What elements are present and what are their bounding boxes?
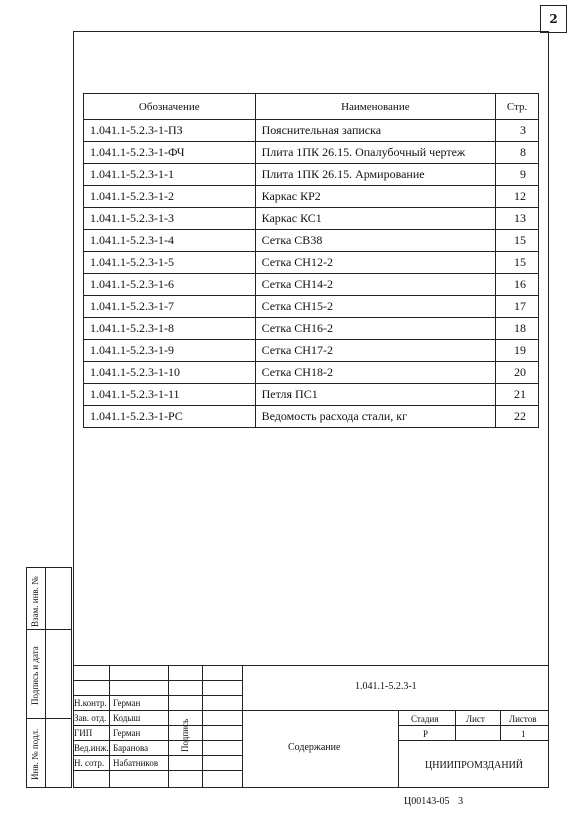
table-row	[84, 208, 539, 230]
role-label: Вед.инж.	[74, 743, 109, 753]
archive-code-value: Ц00143-05	[404, 796, 450, 807]
row-name: Сетка СН16-2	[255, 318, 495, 340]
sheets-value: 1	[521, 729, 526, 739]
row-code: 1.041.1-5.2.3-1-3	[84, 208, 256, 230]
row-page: 19	[496, 340, 539, 362]
row-name: Сетка СВ38	[255, 230, 495, 252]
header-page: Стр.	[496, 94, 539, 120]
row-page: 16	[496, 274, 539, 296]
row-name: Каркас КС1	[255, 208, 495, 230]
tb-vline	[455, 710, 456, 740]
row-page: 12	[496, 186, 539, 208]
sheet-title: Содержание	[288, 742, 341, 753]
contents-table	[83, 93, 539, 428]
tb-line	[73, 770, 242, 771]
row-name: Сетка СН12-2	[255, 252, 495, 274]
tb-vline	[109, 665, 110, 788]
row-page: 8	[496, 142, 539, 164]
role-label: ГИП	[74, 728, 93, 738]
row-page: 17	[496, 296, 539, 318]
inv-replace-label: Взам. инв. №	[30, 576, 40, 627]
row-code: 1.041.1-5.2.3-1-ПЗ	[84, 120, 256, 142]
row-code: 1.041.1-5.2.3-1-6	[84, 274, 256, 296]
inv-original-label: Инв. № подл.	[30, 728, 40, 780]
row-code: 1.041.1-5.2.3-1-7	[84, 296, 256, 318]
archive-page-value: 3	[458, 796, 464, 807]
tb-line	[73, 725, 242, 726]
row-page: 3	[496, 120, 539, 142]
table-row	[84, 164, 539, 186]
table-row	[84, 318, 539, 340]
row-name: Ведомость расхода стали, кг	[255, 406, 495, 428]
signature-date-label: Подпись и дата	[30, 646, 40, 705]
row-page: 22	[496, 406, 539, 428]
tb-line	[73, 710, 549, 711]
stage-label: Стадия	[411, 714, 439, 724]
tb-vline	[398, 710, 399, 788]
role-label: Н. сотр.	[74, 758, 105, 768]
header-code: Обозначение	[84, 94, 256, 120]
table-row	[84, 296, 539, 318]
stage-value: Р	[423, 729, 429, 739]
role-person: Баранова	[113, 743, 149, 753]
sheets-label: Листов	[509, 714, 537, 724]
sheet-label: Лист	[466, 714, 485, 724]
row-name: Плита 1ПК 26.15. Армирование	[255, 164, 495, 186]
row-page: 15	[496, 230, 539, 252]
tb-line	[73, 680, 242, 681]
row-code: 1.041.1-5.2.3-1-РС	[84, 406, 256, 428]
table-row	[84, 362, 539, 384]
table-row	[84, 230, 539, 252]
table-header-row	[84, 94, 539, 120]
strip-divider	[45, 567, 46, 788]
row-page: 9	[496, 164, 539, 186]
tb-vline	[202, 665, 203, 788]
tb-line	[73, 695, 242, 696]
row-code: 1.041.1-5.2.3-1-8	[84, 318, 256, 340]
role-label: Н.контр.	[74, 698, 107, 708]
tb-vline	[242, 665, 243, 788]
table-row	[84, 252, 539, 274]
tb-vline	[168, 665, 169, 788]
table-row	[84, 274, 539, 296]
row-code: 1.041.1-5.2.3-1-ФЧ	[84, 142, 256, 164]
row-code: 1.041.1-5.2.3-1-2	[84, 186, 256, 208]
row-page: 13	[496, 208, 539, 230]
table-row	[84, 340, 539, 362]
role-person: Кодыш	[113, 713, 141, 723]
table-row	[84, 120, 539, 142]
row-name: Сетка СН18-2	[255, 362, 495, 384]
table-row	[84, 406, 539, 428]
signature-column-label: Подпись	[180, 718, 190, 752]
table-row	[84, 186, 539, 208]
tb-line	[398, 725, 549, 726]
row-code: 1.041.1-5.2.3-1-5	[84, 252, 256, 274]
role-person: Герман	[113, 698, 141, 708]
row-code: 1.041.1-5.2.3-1-11	[84, 384, 256, 406]
tb-line	[398, 740, 549, 741]
row-code: 1.041.1-5.2.3-1-4	[84, 230, 256, 252]
row-code: 1.041.1-5.2.3-1-9	[84, 340, 256, 362]
row-name: Пояснительная записка	[255, 120, 495, 142]
row-page: 20	[496, 362, 539, 384]
row-page: 18	[496, 318, 539, 340]
header-name: Наименование	[255, 94, 495, 120]
table-row	[84, 384, 539, 406]
archive-code	[404, 796, 463, 807]
row-name: Сетка СН17-2	[255, 340, 495, 362]
row-name: Петля ПС1	[255, 384, 495, 406]
role-person: Герман	[113, 728, 141, 738]
row-name: Плита 1ПК 26.15. Опалубочный чертеж	[255, 142, 495, 164]
organization-name: ЦНИИПРОМЗДАНИЙ	[425, 760, 524, 771]
row-name: Каркас КР2	[255, 186, 495, 208]
doc-code: 1.041.1-5.2.3-1	[355, 681, 417, 692]
sheet-number: 2	[540, 5, 567, 33]
row-name: Сетка СН14-2	[255, 274, 495, 296]
role-person: Набатников	[113, 758, 159, 768]
row-code: 1.041.1-5.2.3-1-10	[84, 362, 256, 384]
tb-vline	[500, 710, 501, 740]
row-code: 1.041.1-5.2.3-1-1	[84, 164, 256, 186]
tb-top-line	[73, 665, 549, 666]
role-label: Зав. отд.	[74, 713, 107, 723]
row-page: 15	[496, 252, 539, 274]
table-row	[84, 142, 539, 164]
tb-line	[73, 755, 242, 756]
row-name: Сетка СН15-2	[255, 296, 495, 318]
tb-line	[73, 740, 242, 741]
row-page: 21	[496, 384, 539, 406]
